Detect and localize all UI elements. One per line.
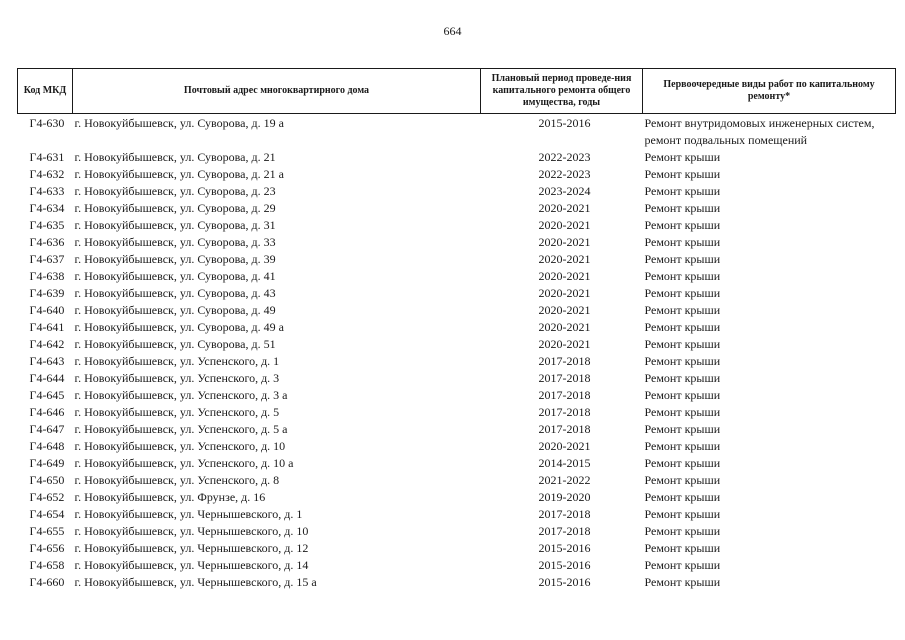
table-row <box>18 455 896 472</box>
cell-code: Г4-643 <box>29 354 65 368</box>
cell-works <box>643 523 896 540</box>
page-number: 664 <box>443 24 462 38</box>
cell-address: г. Новокуйбышевск, ул. Успенского, д. 10 <box>74 439 286 453</box>
table-row <box>18 353 896 370</box>
table-row <box>18 438 896 455</box>
works-lines <box>645 523 896 540</box>
works-line: Ремонт крыши <box>644 405 721 419</box>
works-line: Ремонт крыши <box>644 286 721 300</box>
cell-works <box>643 540 896 557</box>
cell-address: г. Новокуйбышевск, ул. Суворова, д. 51 <box>74 337 276 351</box>
header-period: Плановый период проведе-ния капитального ремонта общего имущества, годы <box>481 69 643 114</box>
table-row <box>18 489 896 506</box>
table-row <box>18 234 896 251</box>
table-row <box>18 574 896 591</box>
works-line: Ремонт крыши <box>644 201 721 215</box>
cell-works <box>643 183 896 200</box>
works-line: Ремонт крыши <box>644 337 721 351</box>
works-line: Ремонт крыши <box>644 235 721 249</box>
works-lines <box>645 319 896 336</box>
cell-period: 2020-2021 <box>538 252 591 266</box>
table-row <box>18 114 896 150</box>
cell-works <box>643 319 896 336</box>
cell-works <box>643 234 896 251</box>
cell-code: Г4-652 <box>29 490 65 504</box>
cell-period: 2015-2016 <box>538 541 591 555</box>
cell-code: Г4-649 <box>29 456 65 470</box>
works-lines <box>645 336 896 353</box>
cell-address: г. Новокуйбышевск, ул. Успенского, д. 8 <box>74 473 280 487</box>
cell-address: г. Новокуйбышевск, ул. Суворова, д. 21 а <box>74 167 284 181</box>
works-lines <box>645 251 896 268</box>
works-line: Ремонт крыши <box>644 269 721 283</box>
works-line: Ремонт крыши <box>644 490 721 504</box>
works-lines <box>645 234 896 251</box>
cell-address: г. Новокуйбышевск, ул. Фрунзе, д. 16 <box>74 490 266 504</box>
works-line: Ремонт крыши <box>644 541 721 555</box>
cell-address: г. Новокуйбышевск, ул. Суворова, д. 43 <box>74 286 276 300</box>
table-row <box>18 285 896 302</box>
cell-code: Г4-658 <box>29 558 65 572</box>
cell-code: Г4-660 <box>29 575 65 589</box>
cell-period: 2023-2024 <box>538 184 591 198</box>
works-lines <box>645 217 896 234</box>
cell-period: 2017-2018 <box>538 371 591 385</box>
cell-code: Г4-650 <box>29 473 65 487</box>
table-body <box>18 114 896 592</box>
cell-period: 2020-2021 <box>538 320 591 334</box>
cell-period: 2017-2018 <box>538 507 591 521</box>
cell-period: 2022-2023 <box>538 167 591 181</box>
works-line: Ремонт крыши <box>644 456 721 470</box>
cell-works <box>643 506 896 523</box>
table-row <box>18 251 896 268</box>
cell-code: Г4-642 <box>29 337 65 351</box>
cell-address: г. Новокуйбышевск, ул. Суворова, д. 31 <box>74 218 276 232</box>
works-line: Ремонт крыши <box>644 439 721 453</box>
works-line: Ремонт крыши <box>644 150 721 164</box>
works-lines <box>645 166 896 183</box>
cell-address: г. Новокуйбышевск, ул. Успенского, д. 5 а <box>74 422 288 436</box>
cell-code: Г4-641 <box>29 320 65 334</box>
table-row <box>18 472 896 489</box>
cell-code: Г4-631 <box>29 150 65 164</box>
works-line: Ремонт крыши <box>644 167 721 181</box>
cell-address: г. Новокуйбышевск, ул. Суворова, д. 19 а <box>74 116 284 130</box>
cell-code: Г4-638 <box>29 269 65 283</box>
works-line: Ремонт крыши <box>644 218 721 232</box>
cell-code: Г4-645 <box>29 388 65 402</box>
works-line: Ремонт крыши <box>644 524 721 538</box>
repair-schedule-table-wrap <box>17 68 895 591</box>
cell-works <box>643 557 896 574</box>
table-row <box>18 404 896 421</box>
cell-address: г. Новокуйбышевск, ул. Суворова, д. 49 <box>74 303 276 317</box>
cell-code: Г4-654 <box>29 507 65 521</box>
cell-works <box>643 200 896 217</box>
cell-address: г. Новокуйбышевск, ул. Суворова, д. 41 <box>74 269 276 283</box>
cell-works <box>643 149 896 166</box>
works-line: Ремонт крыши <box>644 473 721 487</box>
works-line: Ремонт внутридомовых инженерных систем, <box>644 116 875 130</box>
cell-address: г. Новокуйбышевск, ул. Чернышевского, д. 14 <box>74 558 309 572</box>
table-header <box>18 69 896 114</box>
cell-period: 2020-2021 <box>538 439 591 453</box>
cell-address: г. Новокуйбышевск, ул. Суворова, д. 21 <box>74 150 276 164</box>
cell-code: Г4-637 <box>29 252 65 266</box>
works-line: Ремонт крыши <box>644 575 721 589</box>
cell-code: Г4-646 <box>29 405 65 419</box>
cell-address: г. Новокуйбышевск, ул. Успенского, д. 3 а <box>74 388 288 402</box>
cell-code: Г4-632 <box>29 167 65 181</box>
works-lines <box>645 285 896 302</box>
cell-period: 2014-2015 <box>538 456 591 470</box>
cell-address: г. Новокуйбышевск, ул. Чернышевского, д. 12 <box>74 541 309 555</box>
cell-works <box>643 421 896 438</box>
table-row <box>18 421 896 438</box>
cell-period: 2017-2018 <box>538 388 591 402</box>
table-row <box>18 336 896 353</box>
works-lines <box>645 421 896 438</box>
cell-works <box>643 574 896 591</box>
cell-works <box>643 455 896 472</box>
works-line: Ремонт крыши <box>644 303 721 317</box>
cell-code: Г4-636 <box>29 235 65 249</box>
works-lines <box>645 455 896 472</box>
table-row <box>18 268 896 285</box>
cell-address: г. Новокуйбышевск, ул. Чернышевского, д. 10 <box>74 524 309 538</box>
works-lines <box>645 115 896 149</box>
works-lines <box>645 506 896 523</box>
repair-schedule-table <box>17 68 896 591</box>
table-row <box>18 540 896 557</box>
works-lines <box>645 387 896 404</box>
works-line: Ремонт крыши <box>644 371 721 385</box>
table-row <box>18 387 896 404</box>
cell-address: г. Новокуйбышевск, ул. Суворова, д. 23 <box>74 184 276 198</box>
cell-works <box>643 489 896 506</box>
works-lines <box>645 574 896 591</box>
cell-address: г. Новокуйбышевск, ул. Успенского, д. 3 <box>74 371 280 385</box>
works-lines <box>645 489 896 506</box>
table-row <box>18 523 896 540</box>
works-lines <box>645 557 896 574</box>
cell-address: г. Новокуйбышевск, ул. Успенского, д. 5 <box>74 405 280 419</box>
cell-period: 2015-2016 <box>538 575 591 589</box>
works-line: Ремонт крыши <box>644 388 721 402</box>
cell-code: Г4-635 <box>29 218 65 232</box>
cell-address: г. Новокуйбышевск, ул. Успенского, д. 10 а <box>74 456 294 470</box>
cell-works <box>643 353 896 370</box>
cell-period: 2020-2021 <box>538 201 591 215</box>
works-lines <box>645 404 896 421</box>
works-lines <box>645 149 896 166</box>
cell-code: Г4-647 <box>29 422 65 436</box>
cell-works <box>643 114 896 150</box>
cell-period: 2015-2016 <box>538 558 591 572</box>
works-lines <box>645 183 896 200</box>
works-lines <box>645 200 896 217</box>
cell-address: г. Новокуйбышевск, ул. Суворова, д. 49 а <box>74 320 284 334</box>
works-line: Ремонт крыши <box>644 184 721 198</box>
table-row <box>18 302 896 319</box>
cell-works <box>643 370 896 387</box>
works-lines <box>645 268 896 285</box>
works-line: ремонт подвальных помещений <box>644 133 808 147</box>
cell-period: 2020-2021 <box>538 218 591 232</box>
table-row <box>18 217 896 234</box>
cell-works <box>643 404 896 421</box>
cell-period: 2020-2021 <box>538 286 591 300</box>
cell-works <box>643 166 896 183</box>
cell-code: Г4-648 <box>29 439 65 453</box>
works-line: Ремонт крыши <box>644 558 721 572</box>
cell-period: 2017-2018 <box>538 524 591 538</box>
cell-works <box>643 438 896 455</box>
cell-period: 2020-2021 <box>538 235 591 249</box>
works-lines <box>645 472 896 489</box>
cell-period: 2021-2022 <box>538 473 591 487</box>
cell-works <box>643 387 896 404</box>
works-lines <box>645 540 896 557</box>
cell-works <box>643 472 896 489</box>
cell-address: г. Новокуйбышевск, ул. Чернышевского, д. 15 а <box>74 575 317 589</box>
cell-period: 2015-2016 <box>538 116 591 130</box>
table-row <box>18 200 896 217</box>
cell-code: Г4-633 <box>29 184 65 198</box>
cell-period: 2022-2023 <box>538 150 591 164</box>
cell-period: 2017-2018 <box>538 405 591 419</box>
table-row <box>18 319 896 336</box>
works-lines <box>645 370 896 387</box>
cell-works <box>643 336 896 353</box>
table-row <box>18 557 896 574</box>
cell-works <box>643 285 896 302</box>
cell-period: 2019-2020 <box>538 490 591 504</box>
table-row <box>18 183 896 200</box>
table-row <box>18 506 896 523</box>
cell-works <box>643 251 896 268</box>
table-row <box>18 149 896 166</box>
header-works: Первоочередные виды работ по капитальному ремонту* <box>643 69 896 114</box>
works-lines <box>645 353 896 370</box>
cell-address: г. Новокуйбышевск, ул. Успенского, д. 1 <box>74 354 280 368</box>
cell-code: Г4-639 <box>29 286 65 300</box>
works-line: Ремонт крыши <box>644 354 721 368</box>
cell-address: г. Новокуйбышевск, ул. Чернышевского, д. 1 <box>74 507 303 521</box>
cell-period: 2020-2021 <box>538 269 591 283</box>
cell-address: г. Новокуйбышевск, ул. Суворова, д. 33 <box>74 235 276 249</box>
works-line: Ремонт крыши <box>644 252 721 266</box>
cell-code: Г4-630 <box>29 116 65 130</box>
table-row <box>18 166 896 183</box>
header-code: Код МКД <box>18 69 73 114</box>
cell-works <box>643 268 896 285</box>
works-line: Ремонт крыши <box>644 507 721 521</box>
cell-code: Г4-640 <box>29 303 65 317</box>
cell-period: 2017-2018 <box>538 422 591 436</box>
cell-code: Г4-655 <box>29 524 65 538</box>
cell-code: Г4-644 <box>29 371 65 385</box>
works-lines <box>645 438 896 455</box>
works-lines <box>645 302 896 319</box>
cell-address: г. Новокуйбышевск, ул. Суворова, д. 29 <box>74 201 276 215</box>
works-line: Ремонт крыши <box>644 320 721 334</box>
cell-address: г. Новокуйбышевск, ул. Суворова, д. 39 <box>74 252 276 266</box>
cell-works <box>643 302 896 319</box>
cell-period: 2020-2021 <box>538 337 591 351</box>
cell-period: 2020-2021 <box>538 303 591 317</box>
table-row <box>18 370 896 387</box>
cell-works <box>643 217 896 234</box>
cell-period: 2017-2018 <box>538 354 591 368</box>
cell-code: Г4-634 <box>29 201 65 215</box>
cell-code: Г4-656 <box>29 541 65 555</box>
works-line: Ремонт крыши <box>644 422 721 436</box>
header-address: Почтовый адрес многоквартирного дома <box>73 69 481 114</box>
